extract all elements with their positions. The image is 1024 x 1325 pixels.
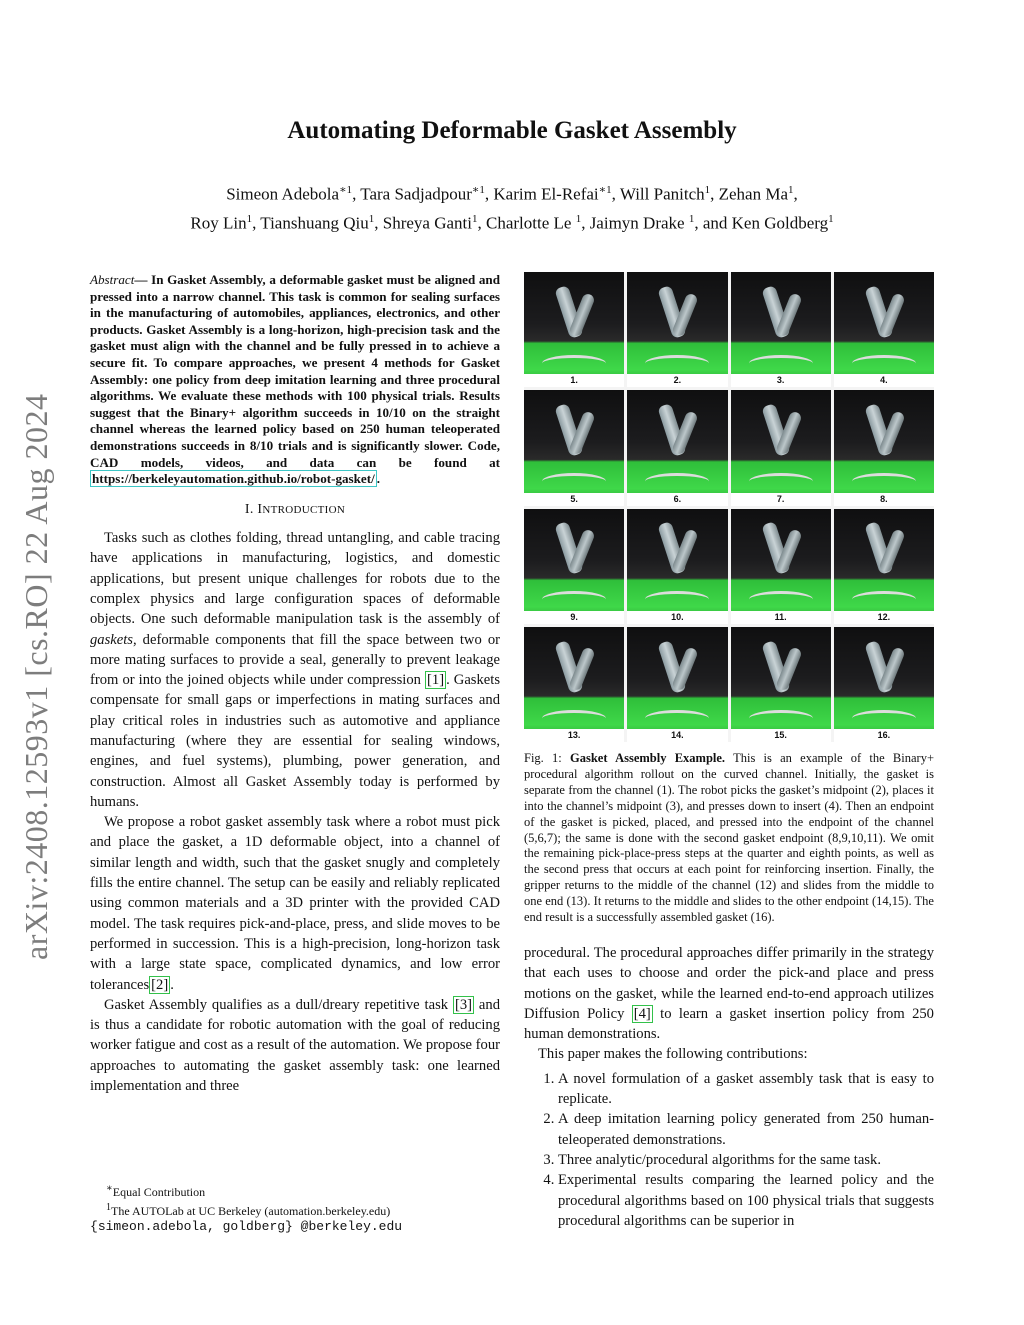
panel-label: 14. [627, 729, 727, 742]
affiliation-mark: 1 [471, 212, 478, 225]
author: Tara Sadjadpour [360, 184, 472, 204]
right-paragraph-1 [524, 943, 934, 1044]
affiliation-mark: 1 [788, 184, 794, 196]
intro-paragraph-3 [90, 995, 500, 1096]
gasket-icon [645, 591, 709, 608]
affiliation-mark: ∗1 [598, 184, 612, 196]
footnote-mark: 1 [106, 1202, 111, 1213]
citation-link[interactable]: [2] [151, 976, 169, 993]
arxiv-identifier: arXiv:2408.12593v1 [cs.RO] 22 Aug 2024 [18, 393, 54, 960]
figure-panel [627, 272, 727, 387]
panel-label: 8. [834, 493, 934, 506]
text-run: Tasks such as clothes folding, thread untangling, and cable tracing have applications in manufacturing, logistics, and domestic applications, but present unique challenges for robots due to the complex physics and large configuration spaces of deformable objects. One such deformable manipulation task is the assembly of [90, 530, 500, 628]
section-title-rest: NTRODUCTION [262, 503, 346, 516]
email-domain: @berkeley.edu [292, 1219, 403, 1234]
figure-panel [834, 272, 934, 387]
footnote-text: The AUTOLab at UC Berkeley (automation.berkeley.edu) [111, 1204, 391, 1218]
text-run: . Gaskets compensate for small gaps or imperfections in mating surfaces and play critical roles in industries such as automotive and appliance manufacturing (where they are essential for sealing windows, engines, and fuel systems), plumbing, power generation, and construction. Almost all Gasket Assembly today is performed by humans. [90, 672, 500, 810]
panel-label: 10. [627, 611, 727, 624]
figure-panel [731, 272, 831, 387]
brace-close: } [285, 1219, 293, 1234]
abstract [90, 272, 500, 488]
footnotes [90, 1181, 500, 1234]
figure-panel [627, 390, 727, 505]
figure-panel [834, 627, 934, 742]
caption-body: This is an example of the Binary+ procedural algorithm rollout on the curved channel. Initially, the gasket is separate from the channel (1). The robot picks the gasket’s midpoint (2), places it into the channel’s midpoint (3), and presses down to insert (4). Then an endpoint of the gasket is picked, placed, and pressed into the endpoint of the channel (5,6,7); the same is done with the second gasket endpoint (8,9,10,11). We omit the remaining pick-place-press steps at the quarter and eighth points, as well as the second press that occurs at each point for reinforcing insertion. Finally, the gripper returns to the middle of the channel (12) and slides from the middle to one end (13). It returns to the middle and slides to the other endpoint (14,15). The end result is a successfully assembled gasket (16). [524, 751, 934, 925]
contribution-item: 1. A novel formulation of a gasket assembly task that is easy to replicate. [558, 1069, 934, 1110]
left-column [90, 272, 500, 1096]
contribution-item: 3. Three analytic/procedural algorithms for the same task. [558, 1150, 934, 1170]
gasket-icon [542, 473, 606, 490]
gasket-icon [749, 710, 813, 727]
gasket-icon [542, 591, 606, 608]
panel-label: 1. [524, 374, 624, 387]
author: Charlotte Le [485, 213, 576, 233]
contribution-item: 2. A deep imitation learning policy generated from 250 human-teleoperated demonstrations. [558, 1109, 934, 1150]
right-column [524, 943, 934, 1231]
affiliation-mark: 1 [246, 212, 253, 225]
footnote-emails [90, 1219, 500, 1234]
brace-open: { [90, 1219, 98, 1234]
section-number: I. [244, 501, 258, 517]
text-run: procedural. The procedural approaches differ primarily in the strategy that each uses to choose and order the pick-and place and press motions on the gasket, while the learned end-to-end approach utilizes Diffusion Policy [524, 945, 934, 1022]
footnote-text: Equal Contribution [112, 1185, 206, 1199]
citation-link[interactable]: [3] [454, 996, 472, 1013]
panel-label: 16. [834, 729, 934, 742]
panel-label: 13. [524, 729, 624, 742]
contributions-list [524, 1069, 934, 1231]
gasket-icon [749, 355, 813, 372]
author: and Ken Goldberg [702, 213, 829, 233]
contribution-item: 4. Experimental results comparing the learned policy and the procedural algorithms based on 100 physical trials that suggests procedural algorithms can be superior in [558, 1170, 934, 1231]
figure-panel [627, 627, 727, 742]
footnote-mark: ∗ [106, 1183, 113, 1194]
abstract-body: In Gasket Assembly, a deformable gasket must be aligned and pressed into a narrow channel. This task is common for sealing surfaces in the manufacturing of automobiles, appliances, electronics, and other products. Gasket Assembly is a long-horizon, high-precision task and the gasket must align with the channel and be fully pressed in to achieve a secure fit. To compare approaches, we present 4 methods for Gasket Assembly: one policy from deep imitation learning and three procedural algorithms. We evaluate these methods with 100 physical trials. Results suggest that the Binary+ algorithm succeeds in 10/10 on the straight channel whereas the learned policy based on 250 human teleoperated demonstrations succeeds in 8/10 trials and is significantly slower. Code, CAD models, videos, and data can be found at [90, 272, 500, 470]
caption-label: Fig. 1: [524, 751, 571, 765]
figure-panel [834, 509, 934, 624]
caption-title: Gasket Assembly Example. [570, 751, 726, 765]
section-heading-introduction [90, 500, 500, 520]
figure-1-caption [524, 751, 934, 926]
affiliation-mark: 1 [688, 212, 695, 225]
panel-label: 3. [731, 374, 831, 387]
text-run: and is thus a candidate for robotic automation with the goal of reducing worker fatigue and cost as a result of the automation. We propose four approaches to automating the gasket assembly task: one learned implementation and three [90, 996, 500, 1095]
abstract-label: Abstract [90, 272, 135, 287]
intro-paragraph-1 [90, 528, 500, 812]
figure-1-image-grid [524, 272, 934, 742]
panel-label: 4. [834, 374, 934, 387]
text-run: , deformable components that fill the space between two or more mating surfaces to provide a seal, generally to prevent leakage from or into the joined objects while under compression [90, 631, 500, 689]
panel-label: 11. [731, 611, 831, 624]
footnote-affiliation [90, 1200, 500, 1219]
figure-panel [731, 509, 831, 624]
gasket-icon [852, 355, 916, 372]
gasket-icon [645, 710, 709, 727]
panel-label: 15. [731, 729, 831, 742]
author: Karim El-Refai [493, 184, 599, 204]
paper-title: Automating Deformable Gasket Assembly [287, 117, 737, 144]
panel-label: 5. [524, 493, 624, 506]
abstract-end: . [376, 471, 381, 487]
affiliation-mark: ∗1 [471, 184, 485, 196]
gasket-icon [852, 710, 916, 727]
affiliation-mark: 1 [704, 184, 711, 196]
panel-label: 12. [834, 611, 934, 624]
text-run: to learn a gasket insertion policy from 250 human demonstrations. [524, 1005, 934, 1043]
author: Jaimyn Drake [589, 213, 689, 233]
figure-panel [627, 509, 727, 624]
author: Zehan Ma [718, 184, 789, 204]
author-list: Simeon Adebola$^{∗1}$, Tara Sadjadpour$^{∗1}$, Karim El-Refai$^{∗1}$, Will Panitch$^1$, Zehan Ma$^1$, Roy Lin$^1$, Tianshuang Qiu$^1$, Shreya Ganti$^1$, Charlotte Le $^1$, Jaimyn Drake $^1$, and Ken Goldberg$^1$ [190, 184, 834, 233]
text-run: We propose a robot gasket assembly task where a robot must pick and place the gasket, a 1D deformable object, into a channel of similar length and width, such that the gasket snugly and completely fills the entire channel. The setup can be easily and reliably replicated using common materials and a 3D printer with the provided CAD model. The task requires pick-and-place, press, and slide moves to be performed in succession. This is a high-precision, long-horizon task with a large state space, complicated dynamics, and low error tolerances [90, 814, 500, 993]
author: Shreya Ganti [382, 213, 472, 233]
citation-link[interactable]: [4] [633, 1005, 651, 1022]
section-title-initial: I [257, 501, 263, 517]
text-run: . [170, 976, 174, 993]
figure-panel [524, 627, 624, 742]
affiliation-mark: ∗1 [339, 184, 353, 196]
gasket-icon [852, 591, 916, 608]
author: Tianshuang Qiu [260, 213, 369, 233]
affiliation-mark: 1 [575, 212, 582, 225]
panel-label: 6. [627, 493, 727, 506]
project-link[interactable]: https://berkeleyautomation.github.io/robot-gasket/ [92, 471, 375, 487]
figure-panel [834, 390, 934, 505]
abstract-dash: — [134, 272, 152, 287]
citation-link[interactable]: [1] [427, 672, 445, 689]
gasket-icon [645, 473, 709, 490]
intro-paragraph-2 [90, 812, 500, 995]
author: Simeon Adebola [226, 184, 340, 204]
email-users: simeon.adebola, goldberg [97, 1219, 286, 1234]
figure-panel [731, 390, 831, 505]
text-run: Gasket Assembly qualifies as a dull/dreary repetitive task [104, 996, 453, 1013]
panel-label: 9. [524, 611, 624, 624]
author: Roy Lin [190, 213, 247, 233]
gasket-icon [749, 473, 813, 490]
author: Will Panitch [619, 184, 705, 204]
affiliation-mark: 1 [368, 212, 375, 225]
right-paragraph-2: This paper makes the following contributions: [538, 1046, 808, 1063]
gasket-icon [645, 355, 709, 372]
figure-panel [524, 272, 624, 387]
footnote-equal-contribution [90, 1181, 500, 1200]
figure-panel [524, 390, 624, 505]
figure-panel [731, 627, 831, 742]
panel-grid [524, 272, 934, 742]
gasket-icon [542, 710, 606, 727]
gasket-icon [852, 473, 916, 490]
panel-label: 7. [731, 493, 831, 506]
gasket-icon [749, 591, 813, 608]
emphasis: gaskets [90, 631, 133, 648]
figure-panel [524, 509, 624, 624]
affiliation-mark: 1 [828, 212, 834, 225]
panel-label: 2. [627, 374, 727, 387]
gasket-icon [542, 355, 606, 372]
